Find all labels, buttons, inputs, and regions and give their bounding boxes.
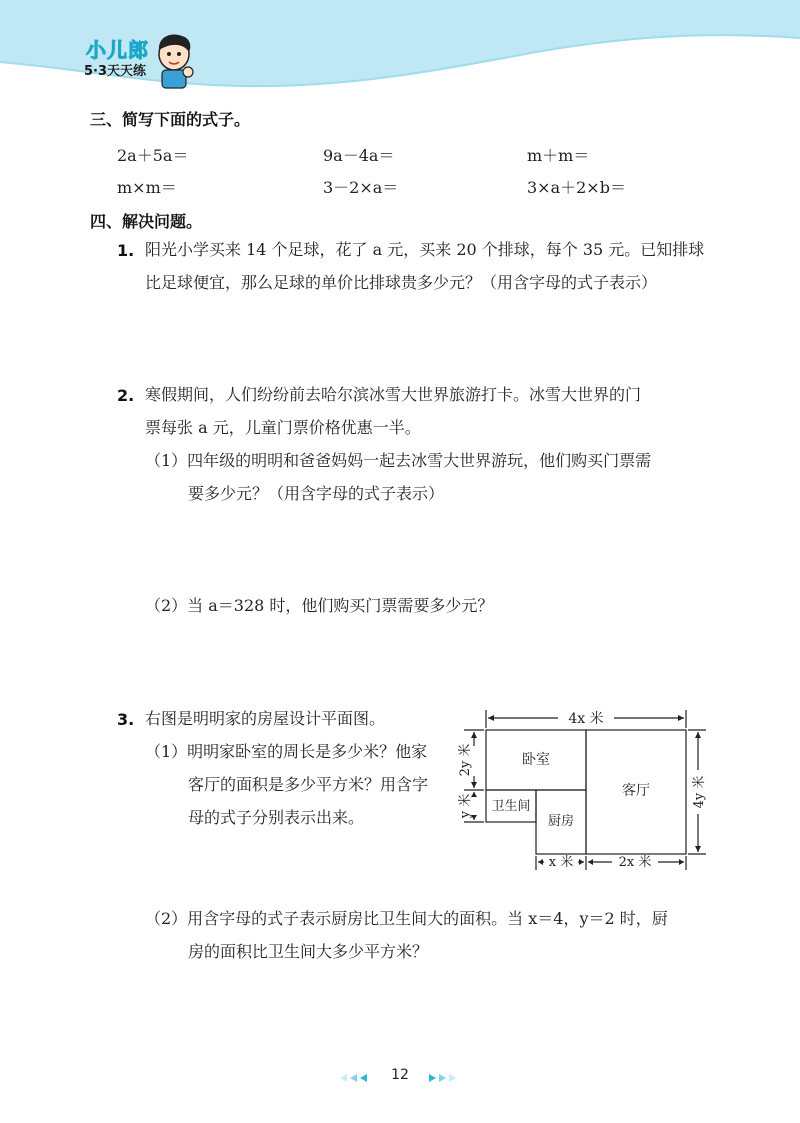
section-4-title: 四、解决问题。 (90, 212, 203, 231)
next-arrows-icon (424, 1072, 458, 1084)
dim-bottom-right-label: 2x 米 (618, 855, 652, 870)
sub-question-text: （2）用含字母的式子表示厨房比卫生间大的面积。当 x＝4，y＝2 时，厨 (145, 909, 668, 928)
dim-top-label: 4x 米 (568, 711, 604, 727)
question-number: 1. (117, 241, 135, 260)
question-text: 阳光小学买来 14 个足球，花了 a 元，买来 20 个排球，每个 35 元。已知排球 (145, 240, 705, 259)
expression: m×m＝ (117, 178, 177, 197)
room-label-bathroom: 卫生间 (491, 799, 531, 814)
dim-left-top-label: 2y 米 (458, 743, 473, 777)
room-label-living: 客厅 (622, 783, 650, 799)
room-label-kitchen: 厨房 (547, 814, 575, 829)
sub-question-text: 母的式子分别表示出来。 (188, 808, 365, 827)
dim-bottom-left-label: x 米 (548, 855, 574, 870)
question-number: 2. (117, 386, 135, 405)
sub-question-text: 要多少元？（用含字母的式子表示） (188, 484, 445, 503)
sub-question-text: 房的面积比卫生间大多少平方米？ (188, 942, 429, 961)
sub-question-text: （1）四年级的明明和爸爸妈妈一起去冰雪大世界游玩，他们购买门票需 (145, 451, 652, 470)
dim-right-label: 4y 米 (692, 775, 707, 809)
sub-question-text: （2）当 a＝328 时，他们购买门票需要多少元？ (145, 596, 494, 615)
page-number: 12 (391, 1067, 409, 1083)
mascot-boy-icon (148, 30, 200, 90)
room-label-bedroom: 卧室 (522, 752, 550, 768)
expression: 3×a＋2×b＝ (527, 178, 626, 197)
sub-question-text: 客厅的面积是多少平方米？用含字 (188, 775, 429, 794)
question-text: 票每张 a 元，儿童门票价格优惠一半。 (145, 418, 421, 437)
series-title: 5·3天天练 (84, 64, 147, 79)
section-3-title: 三、简写下面的式子。 (90, 110, 251, 129)
question-text: 比足球便宜，那么足球的单价比排球贵多少元？（用含字母的式子表示） (145, 273, 658, 292)
expression: 2a＋5a＝ (117, 146, 189, 165)
brand-logo: 小儿郎 (86, 38, 149, 62)
expression: m＋m＝ (527, 146, 590, 165)
expression: 9a－4a＝ (323, 146, 395, 165)
question-number: 3. (117, 710, 135, 729)
floor-plan-diagram (450, 706, 710, 886)
expression: 3－2×a＝ (323, 178, 399, 197)
question-text: 右图是明明家的房屋设计平面图。 (145, 709, 386, 728)
question-text: 寒假期间，人们纷纷前去哈尔滨冰雪大世界旅游打卡。冰雪大世界的门 (145, 385, 642, 404)
sub-question-text: （1）明明家卧室的周长是多少米？他家 (145, 742, 428, 761)
dim-left-bottom-label: y 米 (458, 793, 473, 819)
